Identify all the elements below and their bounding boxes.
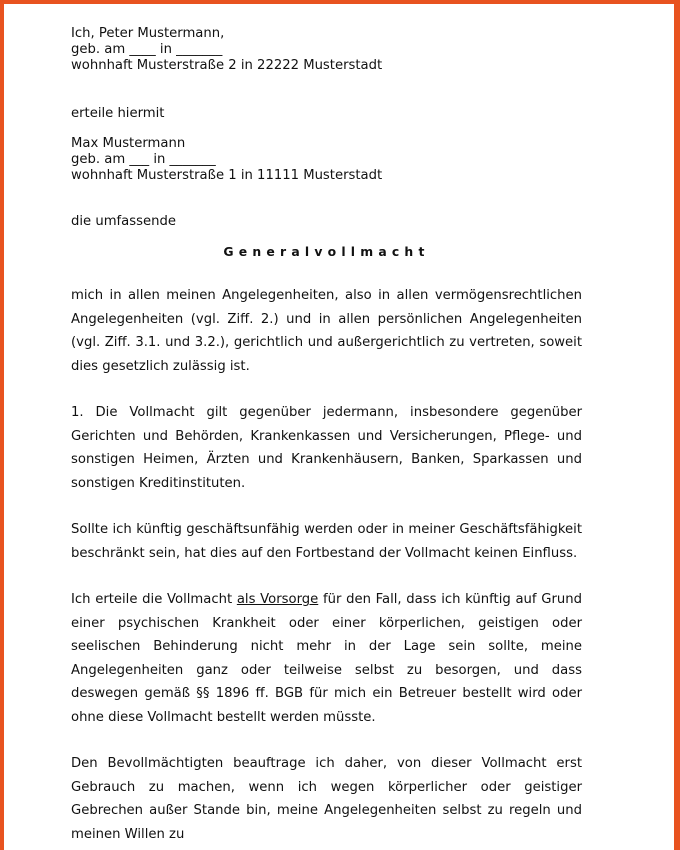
grantee-address: wohnhaft Musterstraße 1 in 11111 Musterstadt <box>71 168 383 183</box>
grantee-name: Max Mustermann <box>71 136 186 151</box>
grantee-birth: geb. am ___ in _______ <box>71 152 216 167</box>
grantor-name: Ich, Peter Mustermann, <box>71 26 225 41</box>
grantor-birth: geb. am ____ in _______ <box>71 42 223 57</box>
document-page <box>4 4 674 850</box>
grant-statement: erteile hiermit <box>71 106 165 121</box>
grantor-address: wohnhaft Musterstraße 2 in 22222 Musterstadt <box>71 58 383 73</box>
paragraph-scope: mich in allen meinen Angelegenheiten, also in allen vermögensrechtlichen Angelegenheiten (vgl. Ziff. 2.) und in allen persönlichen Angelegenheiten (vgl. Ziff. 3.1. und 3.2.), gerichtlich und außergerichtlich zu vertreten, soweit dies gesetzlich zulässig ist. <box>71 288 582 374</box>
paragraph-precaution <box>71 588 582 729</box>
precaution-text-before: Ich erteile die Vollmacht <box>71 592 237 607</box>
paragraph-validity: 1. Die Vollmacht gilt gegenüber jedermann, insbesondere gegenüber Gerichten und Behörden, Krankenkassen und Versicherungen, Pflege- und sonstigen Heimen, Ärzten und Krankenhäusern, Banken, Sparkassen und sonstigen Kreditinstituten. <box>71 405 582 491</box>
document-title: Generalvollmacht <box>223 244 430 259</box>
precaution-underlined: als Vorsorge <box>236 592 319 607</box>
paragraph-mandate: Den Bevollmächtigten beauftrage ich daher, von dieser Vollmacht erst Gebrauch zu machen, wenn ich wegen körperlicher oder geistiger Gebrechen außer Stande bin, meine Angelegenheiten selbst zu regeln und meinen Willen zu <box>71 756 582 842</box>
precaution-text-after: für den Fall, dass ich künftig auf Grund einer psychischen Krankheit oder einer körperlichen, geistigen oder seelischen Behinderung nicht mehr in der Lage sein sollte, meine Angelegenheiten ganz oder teilweise selbst zu besorgen, und dass deswegen gemäß §§ 1896 ff. BGB für mich ein Betreuer bestellt wird oder ohne diese Vollmacht bestellt werden müsste. <box>71 592 582 725</box>
paragraph-incapacity: Sollte ich künftig geschäftsunfähig werden oder in meiner Geschäftsfähigkeit beschränkt sein, hat dies auf den Fortbestand der Vollmacht keinen Einfluss. <box>71 522 582 561</box>
document-body <box>71 26 582 846</box>
intro-text: die umfassende <box>71 214 176 229</box>
